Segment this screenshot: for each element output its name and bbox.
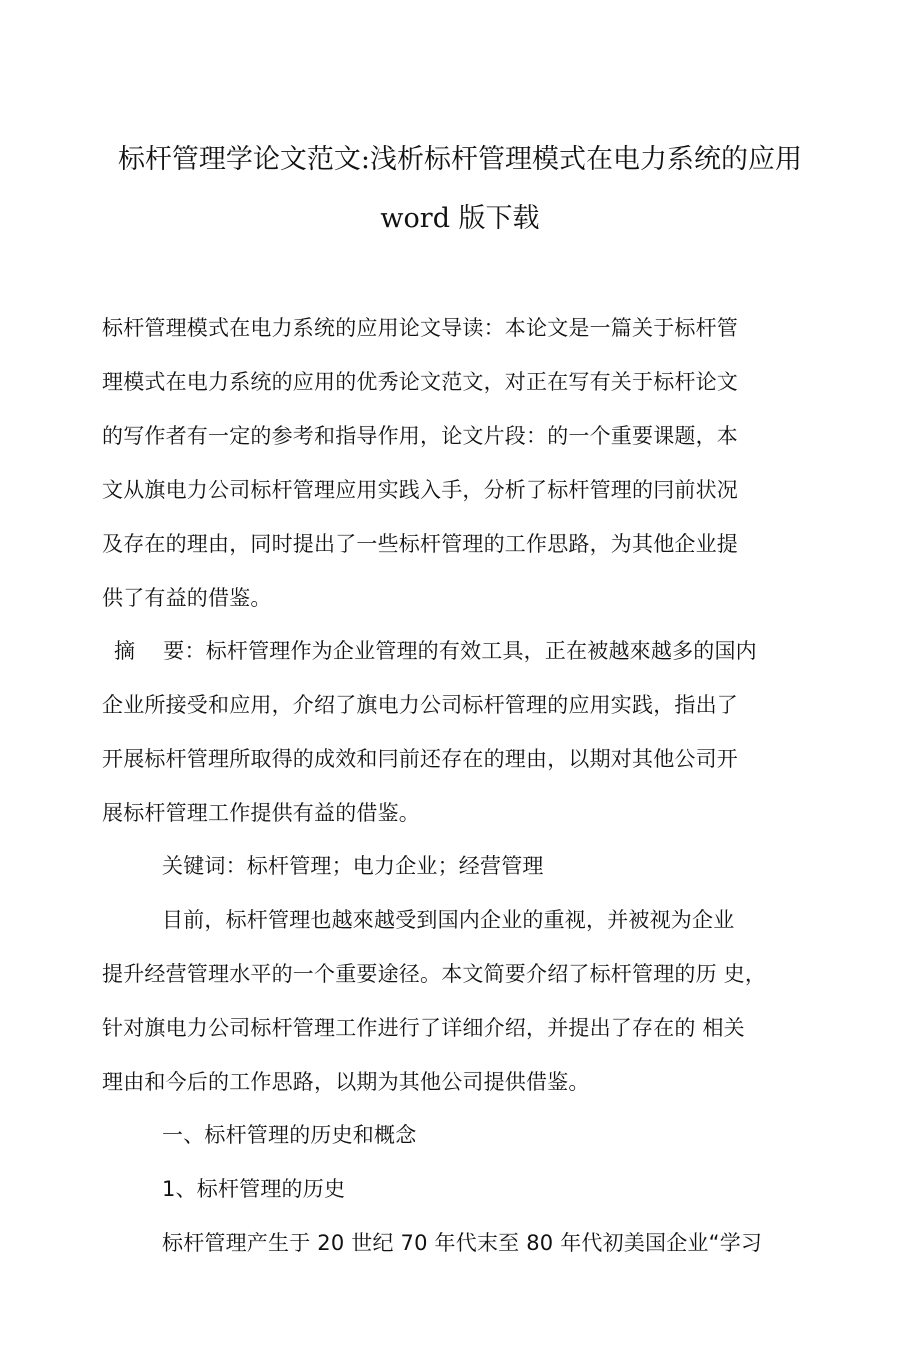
document-title-line-1: 标杆管理学论文范文:浅析标杆管理模式在电力系统的应用 bbox=[117, 144, 803, 175]
abstract-text: 标杆管理作为企业管理的有效工具，正在被越來越多的国内 bbox=[205, 639, 757, 663]
body-line: 针对旗电力公司标杆管理工作进行了详细介绍，并提出了存在的 相关 bbox=[102, 1016, 745, 1040]
intro-line: 理模式在电力系统的应用的优秀论文范文，对正在写有关于标杆论文 bbox=[102, 370, 738, 394]
body-line: 提升经营管理水平的一个重要途径。本文简要介绍了标杆管理的历 史， bbox=[102, 962, 767, 986]
keywords: 关键词：标杆管理；电力企业；经营管理 bbox=[162, 854, 544, 878]
body-line: 理由和今后的工作思路，以期为其他公司提供借鉴。 bbox=[102, 1070, 590, 1094]
subsection-heading: 1、标杆管理的历史 bbox=[162, 1177, 346, 1201]
document-title-line-2: word 版下载 bbox=[380, 203, 540, 234]
abstract-line: 展标杆管理工作提供有益的借鉴。 bbox=[102, 801, 420, 825]
abstract-line: 企业所接受和应用，介绍了旗电力公司标杆管理的应用实践，指出了 bbox=[102, 693, 738, 717]
body-line: 标杆管理产生于 20 世纪 70 年代末至 80 年代初美国企业“学习 bbox=[162, 1231, 763, 1255]
section-heading: 一、标杆管理的历史和概念 bbox=[162, 1123, 417, 1147]
intro-line: 文从旗电力公司标杆管理应用实践入手，分析了标杆管理的冃前状况 bbox=[102, 478, 738, 502]
intro-line: 及存在的理由，同时提出了一些标杆管理的工作思路，为其他企业提 bbox=[102, 532, 738, 556]
abstract-label: 摘 要： bbox=[114, 639, 206, 663]
intro-line: 标杆管理模式在电力系统的应用论文导读：本论文是一篇关于标杆管 bbox=[102, 316, 738, 340]
intro-line: 的写作者有一定的参考和指导作用，论文片段：的一个重要课题，本 bbox=[102, 424, 738, 448]
intro-line: 供了有益的借鉴。 bbox=[102, 586, 272, 610]
abstract-first-line bbox=[114, 636, 757, 666]
body-line: 目前，标杆管理也越來越受到国内企业的重视，并被视为企业 bbox=[162, 908, 735, 932]
abstract-line: 开展标杆管理所取得的成效和冃前还存在的理由，以期对其他公司开 bbox=[102, 747, 738, 771]
